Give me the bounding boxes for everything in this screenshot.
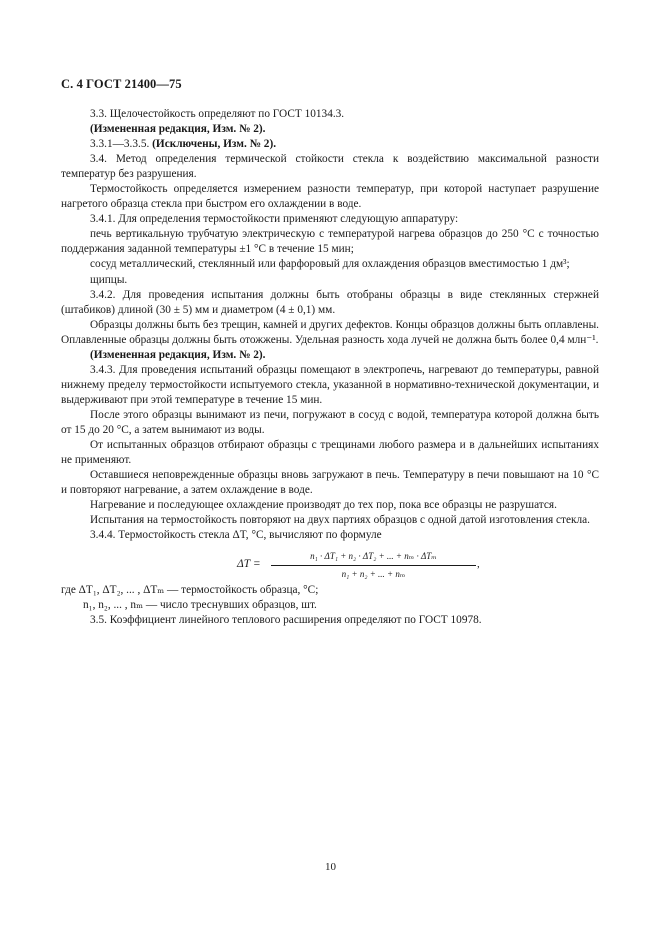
paragraph: щипцы. [90, 273, 128, 286]
amendment-note: (Измененная редакция, Изм. № 2). [90, 123, 266, 136]
paragraph: 3.3. Щелочестойкость определяют по ГОСТ 10134.3. [90, 108, 345, 120]
paragraph: печь вертикальную трубчатую электрическую с температурой нагрева образцов до 250 °C с точностью поддержания заданной температуры ±1 °C в течение 15 мин; [61, 228, 599, 256]
formula-numerator: n₁ · ΔT₁ + n₂ · ΔT₂ + ... + nₘ · ΔTₘ [271, 549, 476, 566]
paragraph: 3.4. Метод определения термической стойкости стекла к воздействию максимальной разности температур без разрушения. [61, 153, 599, 181]
formula-lhs: ΔT = [237, 558, 261, 571]
page-number: 10 [325, 861, 336, 873]
paragraph: 3.4.4. Термостойкость стекла ΔT, °C, вычисляют по формуле [90, 529, 382, 542]
paragraph: Испытания на термостойкость повторяют на двух партиях образцов с одной датой изготовления стекла. [90, 514, 590, 527]
formula-comma: , [477, 558, 480, 571]
formula-legend: n₁, n₂, ... , nₘ — число треснувших образцов, шт. [83, 599, 317, 612]
paragraph: 3.4.2. Для проведения испытания должны быть отобраны образцы в виде стеклянных стержней (штабиков) длиной (30 ± 5) мм и диаметром (4 ± 0,1) мм. [61, 288, 599, 316]
paragraph: От испытанных образцов отбирают образцы с трещинами любого размера и в дальнейших испытаниях не применяют. [61, 439, 599, 467]
excluded-note: (Исключены, Изм. № 2). [152, 138, 277, 151]
formula [61, 549, 599, 579]
document-body [61, 107, 599, 629]
paragraph: 3.4.1. Для определения термостойкости применяют следующую аппаратуру: [90, 213, 459, 226]
paragraph [61, 137, 599, 152]
formula-fraction [271, 549, 476, 582]
paragraph: Нагревание и последующее охлаждение производят до тех пор, пока все образцы не разрушатся. [90, 499, 557, 512]
paragraph: 3.4.3. Для проведения испытаний образцы помещают в электропечь, нагревают до температуры, равной нижнему пределу термостойкости испытуемого стекла, указанной в нормативно-технической документации, и выдерживают при этой температуре в течение 15 мин. [61, 363, 599, 406]
paragraph: После этого образцы вынимают из печи, погружают в сосуд с водой, температура которой должна быть от 15 до 20 °C, а затем вынимают из воды. [61, 408, 599, 436]
page-header: С. 4 ГОСТ 21400—75 [61, 77, 182, 91]
paragraph: сосуд металлический, стеклянный или фарфоровый для охлаждения образцов вместимостью 1 дм³; [90, 258, 570, 271]
paragraph: 3.5. Коэффициент линейного теплового расширения определяют по ГОСТ 10978. [90, 614, 482, 627]
paragraph: Оставшиеся неповрежденные образцы вновь загружают в печь. Температуру в печи повышают на 10 °C и повторяют нагревание, а затем охлаждение в воде. [61, 469, 599, 497]
paragraph: Термостойкость определяется измерением разности температур, при которой наступает разрушение нагретого образца стекла при быстром его охлаждении в воде. [61, 183, 599, 211]
formula-denominator: n₁ + n₂ + ... + nₘ [341, 569, 406, 580]
paragraph: Образцы должны быть без трещин, камней и других дефектов. Концы образцов должны быть оплавлены. Оплавленные образцы должны быть отожжены. Удельная разность хода лучей не должна быть более 0,4 млн⁻¹. [61, 318, 599, 346]
clause-number: 3.3.1—3.3.5. [90, 138, 153, 151]
formula-legend: где ΔT₁, ΔT₂, ... , ΔTₘ — термостойкость образца, °C; [61, 584, 319, 597]
amendment-note: (Измененная редакция, Изм. № 2). [90, 348, 266, 361]
